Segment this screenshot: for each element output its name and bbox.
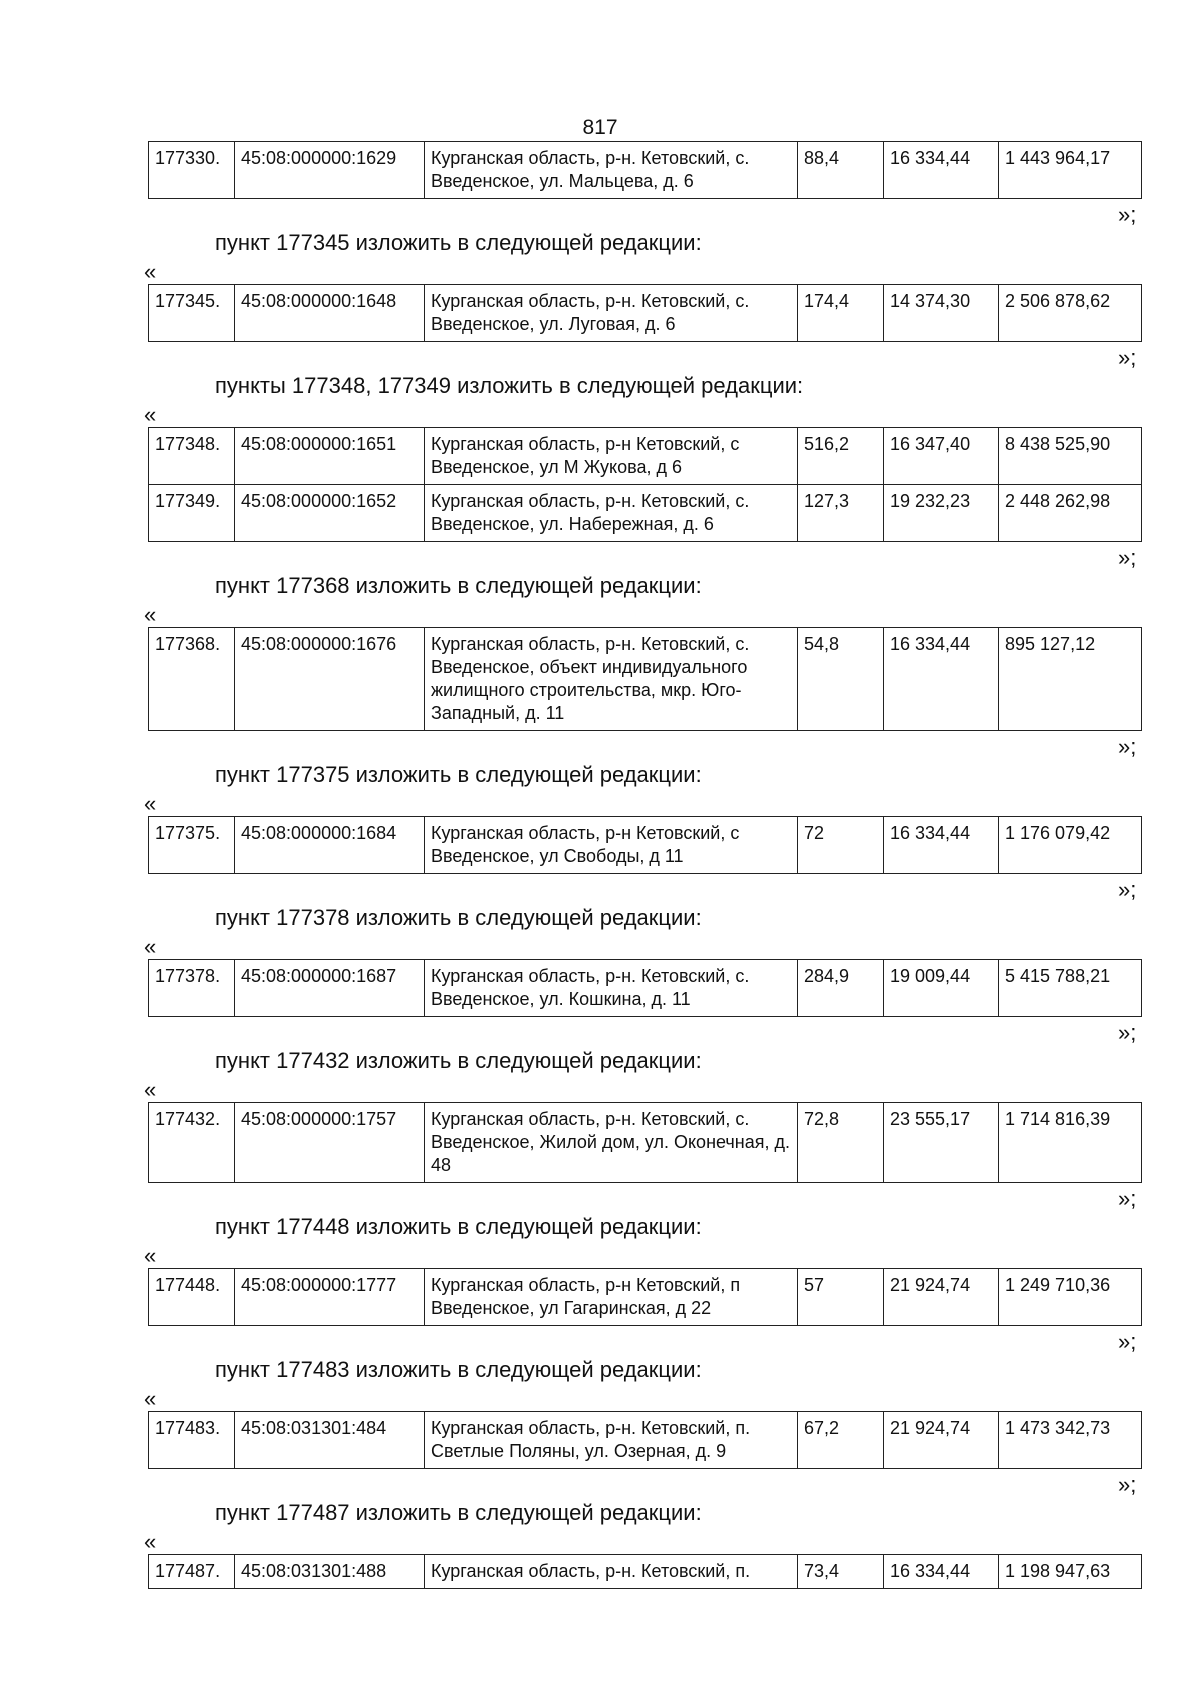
area: 174,4 — [798, 285, 884, 342]
instruction-text: пункты 177348, 177349 изложить в следующей редакции: — [215, 373, 804, 398]
opening-quote: « — [144, 402, 157, 427]
table-row — [149, 428, 1142, 485]
address: Курганская область, р-н. Кетовский, с. Введенское, ул. Луговая, д. 6 — [425, 285, 798, 342]
cadastral-value: 1 473 342,73 — [999, 1412, 1142, 1469]
opening-quote: « — [144, 1243, 157, 1268]
cadastral-number: 45:08:000000:1648 — [235, 285, 425, 342]
area: 54,8 — [798, 628, 884, 731]
instruction-text: пункт 177368 изложить в следующей редакции: — [215, 573, 702, 598]
area: 284,9 — [798, 960, 884, 1017]
rate: 14 374,30 — [884, 285, 999, 342]
instruction-text: пункт 177432 изложить в следующей редакции: — [215, 1048, 702, 1073]
cadastral-value: 1 249 710,36 — [999, 1269, 1142, 1326]
instruction-text: пункт 177487 изложить в следующей редакции: — [215, 1500, 702, 1525]
table-row — [149, 1103, 1142, 1183]
opening-quote: « — [144, 1529, 157, 1554]
address: Курганская область, р-н. Кетовский, п. — [425, 1555, 798, 1589]
area: 67,2 — [798, 1412, 884, 1469]
item-number: 177432. — [149, 1103, 235, 1183]
cadastral-number: 45:08:000000:1777 — [235, 1269, 425, 1326]
address: Курганская область, р-н. Кетовский, с. Введенское, ул. Набережная, д. 6 — [425, 485, 798, 542]
table-row — [149, 1555, 1142, 1589]
opening-quote: « — [144, 602, 157, 627]
cadastral-number: 45:08:000000:1757 — [235, 1103, 425, 1183]
property-table — [148, 284, 1142, 342]
closing-quote: »; — [1118, 345, 1137, 370]
cadastral-number: 45:08:000000:1684 — [235, 817, 425, 874]
opening-quote: « — [144, 1386, 157, 1411]
area: 516,2 — [798, 428, 884, 485]
item-number: 177330. — [149, 142, 235, 199]
address: Курганская область, р-н. Кетовский, с. Введенское, ул. Мальцева, д. 6 — [425, 142, 798, 199]
item-number: 177375. — [149, 817, 235, 874]
area: 72,8 — [798, 1103, 884, 1183]
item-number: 177483. — [149, 1412, 235, 1469]
cadastral-value: 1 176 079,42 — [999, 817, 1142, 874]
area: 73,4 — [798, 1555, 884, 1589]
instruction-text: пункт 177448 изложить в следующей редакции: — [215, 1214, 702, 1239]
rate: 16 334,44 — [884, 628, 999, 731]
table-row — [149, 817, 1142, 874]
address: Курганская область, р-н Кетовский, с Введенское, ул Свободы, д 11 — [425, 817, 798, 874]
page-number: 817 — [582, 116, 618, 139]
cadastral-value: 895 127,12 — [999, 628, 1142, 731]
cadastral-number: 45:08:000000:1676 — [235, 628, 425, 731]
rate: 23 555,17 — [884, 1103, 999, 1183]
instruction-text: пункт 177375 изложить в следующей редакции: — [215, 762, 702, 787]
table-row — [149, 1412, 1142, 1469]
property-table — [148, 1102, 1142, 1183]
area: 72 — [798, 817, 884, 874]
rate: 21 924,74 — [884, 1412, 999, 1469]
property-table — [148, 627, 1142, 731]
address: Курганская область, р-н. Кетовский, с. Введенское, объект индивидуального жилищного строительства, мкр. Юго-Западный, д. 11 — [425, 628, 798, 731]
cadastral-number: 45:08:000000:1687 — [235, 960, 425, 1017]
item-number: 177378. — [149, 960, 235, 1017]
property-table — [148, 816, 1142, 874]
cadastral-value: 2 448 262,98 — [999, 485, 1142, 542]
table-row — [149, 628, 1142, 731]
closing-quote: »; — [1118, 734, 1137, 759]
table-row — [149, 960, 1142, 1017]
area: 57 — [798, 1269, 884, 1326]
property-table — [148, 1268, 1142, 1326]
address: Курганская область, р-н. Кетовский, с. Введенское, Жилой дом, ул. Оконечная, д. 48 — [425, 1103, 798, 1183]
item-number: 177487. — [149, 1555, 235, 1589]
item-number: 177345. — [149, 285, 235, 342]
cadastral-value: 1 198 947,63 — [999, 1555, 1142, 1589]
rate: 16 334,44 — [884, 142, 999, 199]
table-row — [149, 1269, 1142, 1326]
cadastral-number: 45:08:000000:1629 — [235, 142, 425, 199]
property-table — [148, 141, 1142, 199]
instruction-text: пункт 177378 изложить в следующей редакции: — [215, 905, 702, 930]
rate: 19 232,23 — [884, 485, 999, 542]
table-row — [149, 485, 1142, 542]
closing-quote: »; — [1118, 545, 1137, 570]
instruction-text: пункт 177345 изложить в следующей редакции: — [215, 230, 702, 255]
property-table — [148, 959, 1142, 1017]
area: 127,3 — [798, 485, 884, 542]
closing-quote: »; — [1118, 877, 1137, 902]
closing-quote: »; — [1118, 1329, 1137, 1354]
property-table — [148, 427, 1142, 542]
table-row — [149, 142, 1142, 199]
item-number: 177368. — [149, 628, 235, 731]
item-number: 177448. — [149, 1269, 235, 1326]
cadastral-value: 2 506 878,62 — [999, 285, 1142, 342]
opening-quote: « — [144, 791, 157, 816]
cadastral-value: 5 415 788,21 — [999, 960, 1142, 1017]
closing-quote: »; — [1118, 1472, 1137, 1497]
property-table — [148, 1411, 1142, 1469]
rate: 19 009,44 — [884, 960, 999, 1017]
cadastral-number: 45:08:031301:484 — [235, 1412, 425, 1469]
cadastral-number: 45:08:000000:1651 — [235, 428, 425, 485]
opening-quote: « — [144, 259, 157, 284]
opening-quote: « — [144, 1077, 157, 1102]
item-number: 177348. — [149, 428, 235, 485]
rate: 16 347,40 — [884, 428, 999, 485]
cadastral-value: 8 438 525,90 — [999, 428, 1142, 485]
address: Курганская область, р-н Кетовский, п Введенское, ул Гагаринская, д 22 — [425, 1269, 798, 1326]
cadastral-value: 1 714 816,39 — [999, 1103, 1142, 1183]
area: 88,4 — [798, 142, 884, 199]
property-table — [148, 1554, 1142, 1589]
address: Курганская область, р-н Кетовский, с Введенское, ул М Жукова, д 6 — [425, 428, 798, 485]
instruction-text: пункт 177483 изложить в следующей редакции: — [215, 1357, 702, 1382]
cadastral-number: 45:08:031301:488 — [235, 1555, 425, 1589]
opening-quote: « — [144, 934, 157, 959]
cadastral-number: 45:08:000000:1652 — [235, 485, 425, 542]
closing-quote: »; — [1118, 1020, 1137, 1045]
item-number: 177349. — [149, 485, 235, 542]
address: Курганская область, р-н. Кетовский, с. Введенское, ул. Кошкина, д. 11 — [425, 960, 798, 1017]
closing-quote: »; — [1118, 202, 1137, 227]
cadastral-value: 1 443 964,17 — [999, 142, 1142, 199]
rate: 21 924,74 — [884, 1269, 999, 1326]
rate: 16 334,44 — [884, 1555, 999, 1589]
table-row — [149, 285, 1142, 342]
rate: 16 334,44 — [884, 817, 999, 874]
address: Курганская область, р-н. Кетовский, п. Светлые Поляны, ул. Озерная, д. 9 — [425, 1412, 798, 1469]
closing-quote: »; — [1118, 1186, 1137, 1211]
